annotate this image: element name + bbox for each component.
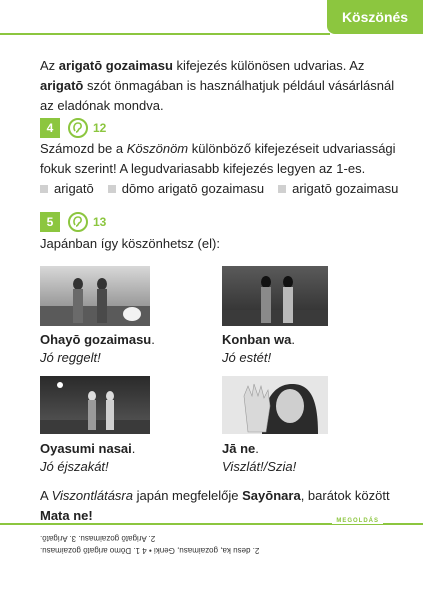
hungarian-translation: Viszlát!/Szia!	[222, 459, 297, 474]
japanese-phrase: Jā ne	[222, 441, 256, 456]
audio-ear-icon[interactable]	[68, 118, 88, 138]
solution-line: 2. Arigatō gozaimasu. 3. Arigatō.	[40, 534, 156, 543]
task-4-instruction	[40, 139, 400, 179]
punctuation: .	[291, 332, 295, 347]
audio-track-number: 12	[93, 121, 107, 135]
hungarian-translation: Jó éjszakát!	[40, 459, 109, 474]
phrase-caption-1	[40, 331, 155, 367]
section-title: Köszönés	[341, 9, 409, 25]
punctuation: .	[151, 332, 155, 347]
option-item[interactable]	[40, 181, 94, 196]
audio-track-number: 13	[93, 215, 107, 229]
hungarian-translation: Jó estét!	[222, 350, 272, 365]
phrase-caption-2	[222, 331, 295, 367]
solution-line: 2. desu ka, gozaimasu, Genki • 4 1. Dōmo arigatō gozaimasu.	[40, 546, 260, 555]
photo-morning-geishas	[40, 266, 150, 326]
task-number-badge: 4	[40, 118, 60, 138]
option-item[interactable]	[278, 181, 398, 196]
punctuation: .	[255, 441, 259, 456]
option-label: dōmo arigatō gozaimasu	[121, 181, 265, 196]
intro-text: Az	[40, 58, 59, 73]
punctuation: .	[131, 441, 136, 456]
intro-paragraph	[40, 56, 400, 116]
outro-bold: Mata ne!	[40, 508, 93, 523]
phrase-caption-4	[222, 440, 296, 476]
intro-bold: arigatō	[40, 78, 84, 93]
outro-text: , barátok között	[300, 488, 390, 503]
checkbox-square[interactable]	[278, 185, 286, 193]
task-5-instruction: Japánban így köszönhetsz (el):	[40, 236, 220, 251]
outro-text: japán megfelelője	[133, 488, 243, 503]
outro-bold: Sayōnara	[242, 488, 301, 503]
intro-text: kifejezés különösen udvarias. Az	[172, 58, 365, 73]
checkbox-square[interactable]	[40, 185, 48, 193]
japanese-phrase: Oyasumi nasai	[40, 441, 132, 456]
instruction-text: Számozd be a	[40, 141, 127, 156]
hungarian-translation: Jó reggelt!	[40, 350, 101, 365]
task-4-options	[40, 181, 412, 196]
outro-italic: Viszontlátásra	[51, 488, 133, 503]
intro-bold: arigatō gozaimasu	[58, 58, 173, 73]
option-item[interactable]	[108, 181, 264, 196]
header-rule	[0, 33, 330, 35]
option-label: arigatō gozaimasu	[292, 181, 399, 196]
solution-text-upside-down	[40, 532, 400, 556]
solution-label: MEGOLDÁS	[332, 518, 383, 524]
japanese-phrase: Konban wa	[222, 332, 292, 347]
japanese-phrase: Ohayō gozaimasu	[40, 332, 152, 347]
task-number-badge: 5	[40, 212, 60, 232]
outro-text: A	[40, 488, 52, 503]
photo-evening-geishas	[222, 266, 328, 326]
task-4-header	[40, 118, 106, 138]
audio-ear-icon[interactable]	[68, 212, 88, 232]
section-title-tab	[327, 0, 423, 34]
photo-night-geishas	[40, 376, 150, 434]
option-label: arigatō	[54, 181, 94, 196]
instruction-italic: Köszönöm	[126, 141, 189, 156]
intro-text: szót önmagában is használhatjuk például vásárlásnál az eladónak mondva.	[40, 78, 395, 113]
phrase-caption-3	[40, 440, 135, 476]
instruction-text: különböző kifejezéseit udvariassági fokuk szerint! A legudvariasabb kifejezés legyen az 1-es.	[40, 141, 396, 176]
photo-girl-waving	[222, 376, 328, 434]
checkbox-square[interactable]	[108, 185, 116, 193]
task-5-header	[40, 212, 106, 232]
